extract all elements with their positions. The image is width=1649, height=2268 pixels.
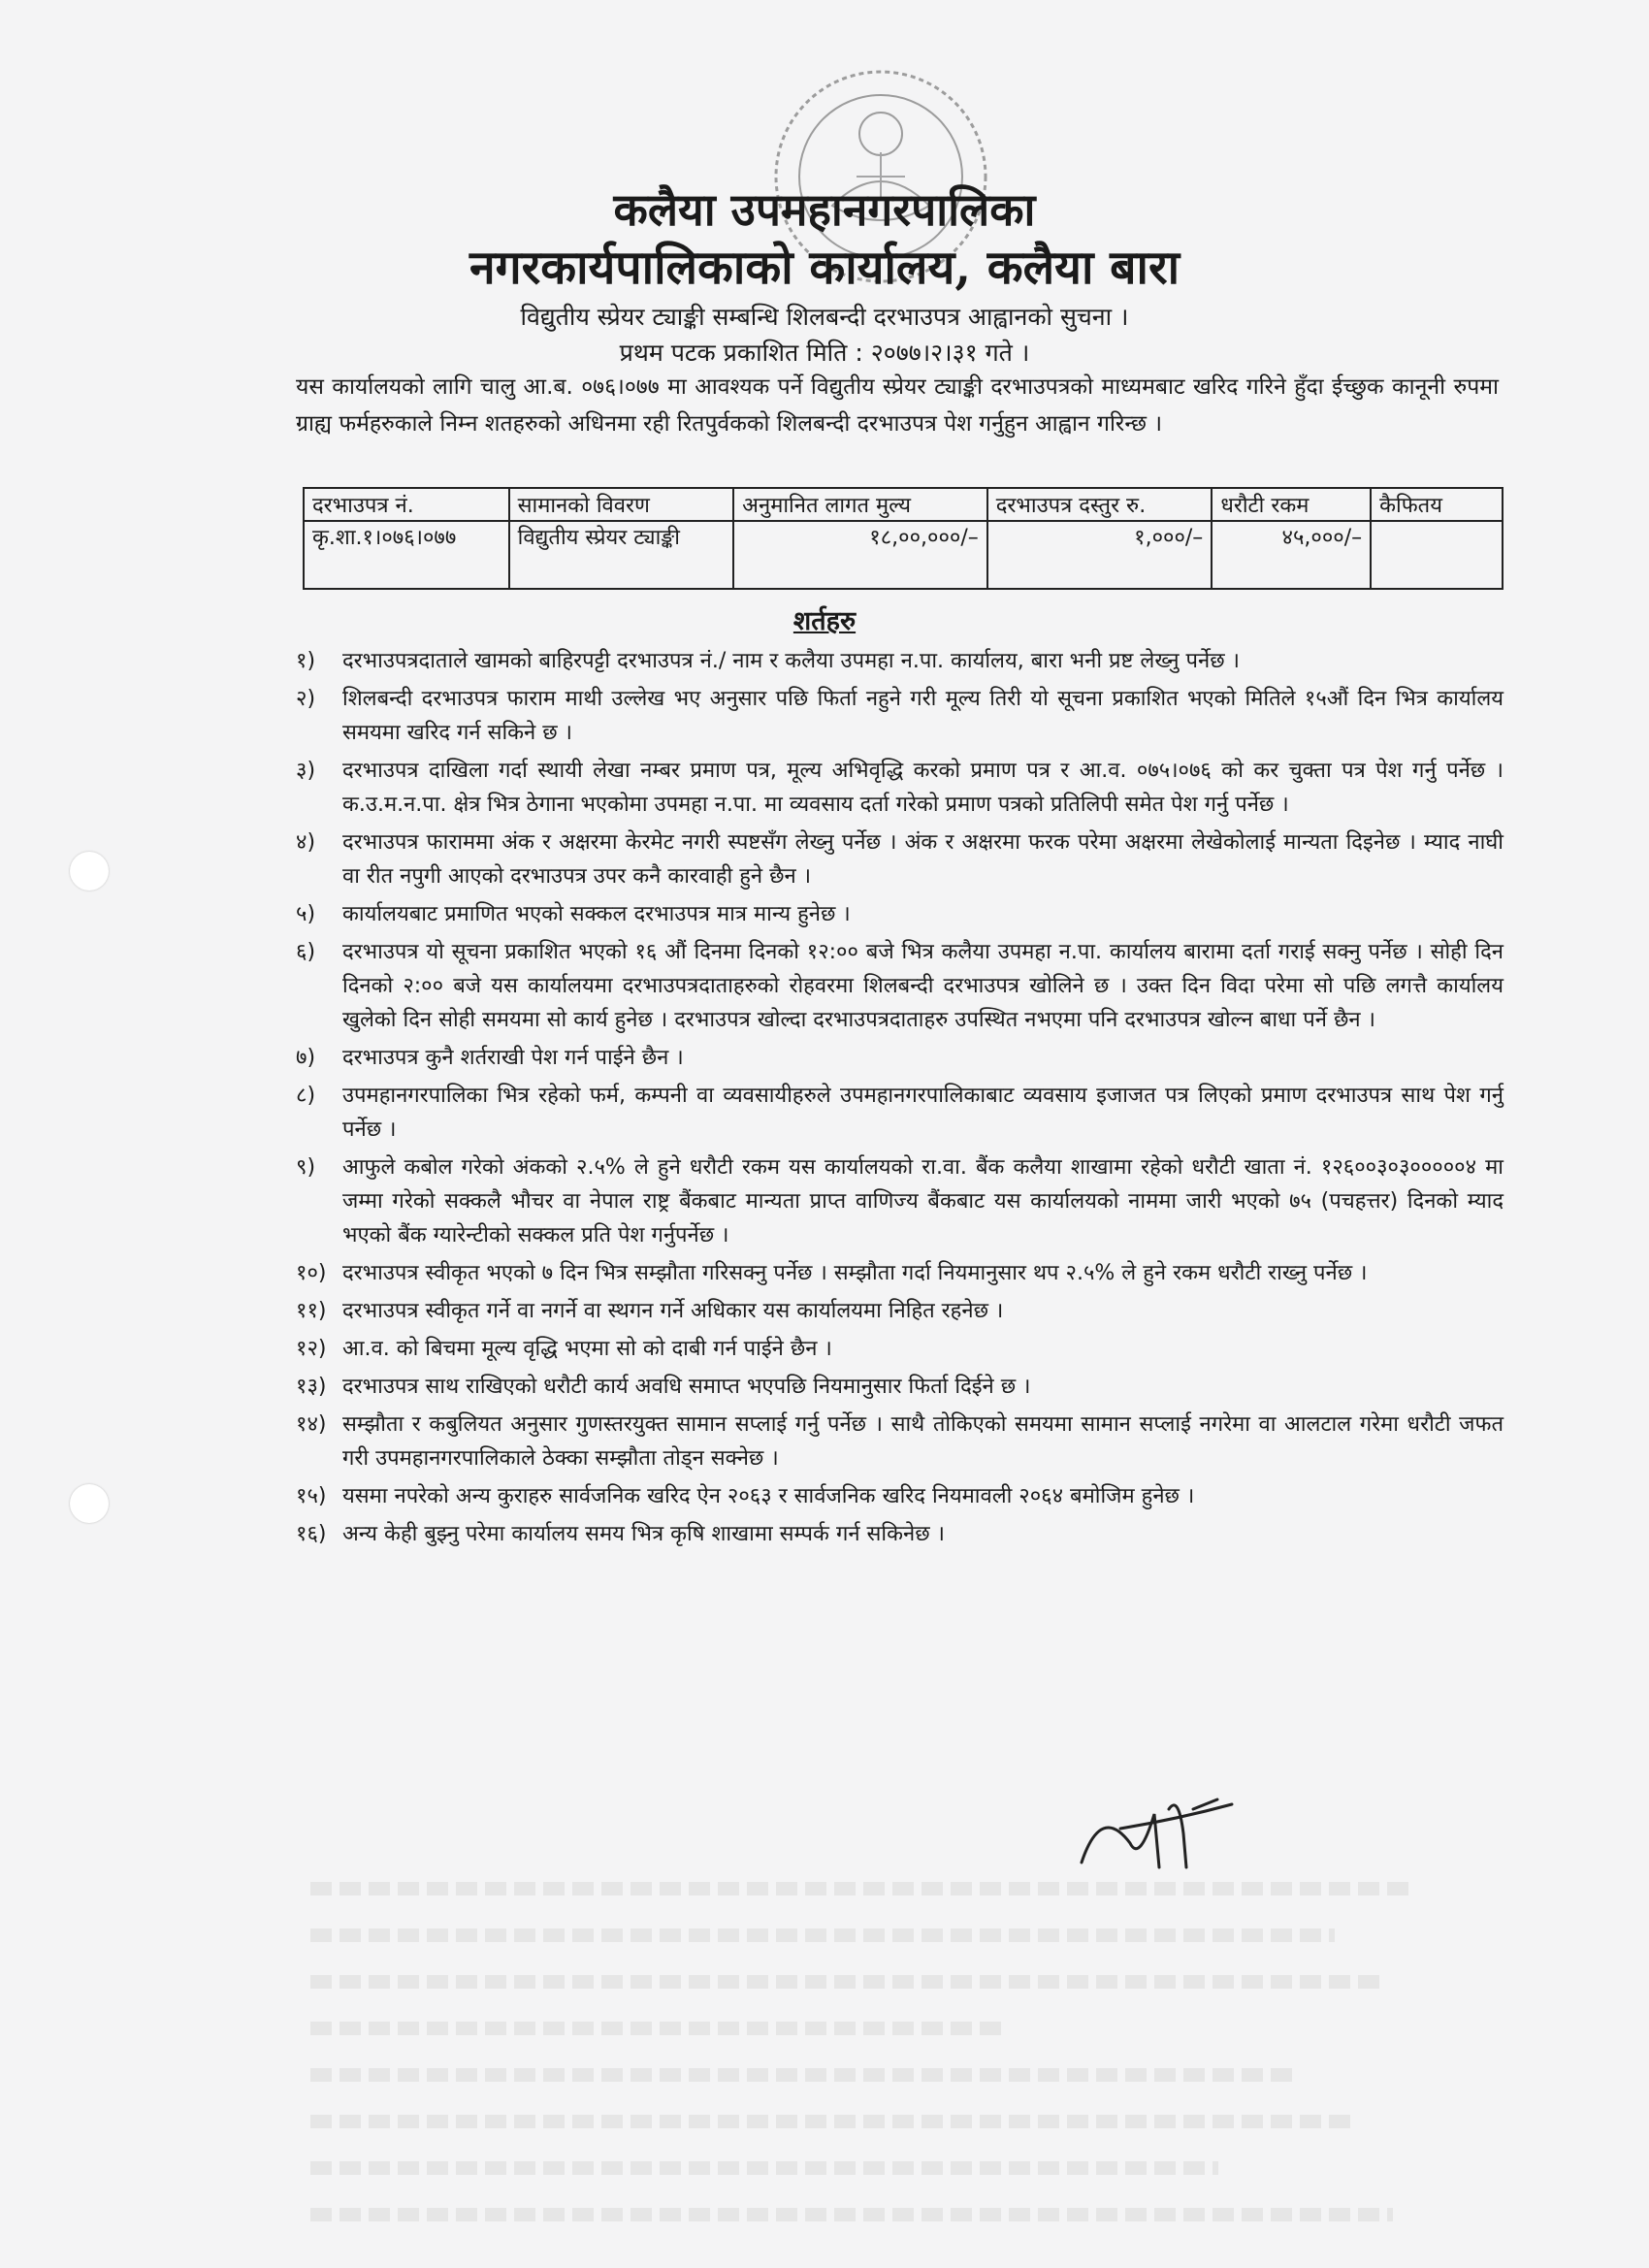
- term-number: ९): [296, 1155, 316, 1180]
- term-text: दरभाउपत्रदाताले खामको बाहिरपट्टी दरभाउपत्र नं./ नाम र कलैया उपमहा न.पा. कार्यालय, बारा भनी प्रष्ट लेख्नु पर्नेछ ।: [342, 649, 1240, 673]
- term-item: [296, 1517, 1504, 1551]
- term-number: ७): [296, 1046, 316, 1070]
- tender-table: [303, 487, 1504, 590]
- term-number: २): [296, 687, 316, 711]
- cell-tender-number: कृ.शा.१।०७६।०७७: [304, 521, 509, 589]
- notice-title: विद्युतीय स्प्रेयर ट्याङ्की सम्बन्धि शिलबन्दी दरभाउपत्र आह्वानको सुचना ।: [520, 303, 1129, 331]
- term-number: १०): [296, 1261, 327, 1285]
- col-estimated-cost: अनुमानित लागत मुल्य: [733, 488, 987, 521]
- term-number: १६): [296, 1522, 327, 1546]
- term-number: १): [296, 649, 316, 673]
- cell-remarks: [1371, 521, 1503, 589]
- term-text: दरभाउपत्र फाराममा अंक र अक्षरमा केरमेट नगरी स्पष्टसँग लेख्नु पर्नेछ । अंक र अक्षरमा फरक परेमा अक्षरमा लेखेकोलाई मान्यता दिइनेछ । म्याद नाघी वा रीत नपुगी आएको दरभाउपत्र उपर कनै कारवाही हुने छैन ।: [342, 830, 1504, 889]
- cell-tender-fee: १,०००/–: [987, 521, 1212, 589]
- term-text: दरभाउपत्र दाखिला गर्दा स्थायी लेखा नम्बर प्रमाण पत्र, मूल्य अभिवृद्धि करको प्रमाण पत्र र आ.व. ०७५।०७६ को कर चुक्ता पत्र पेश गर्नु पर्नेछ । क.उ.म.न.पा. क्षेत्र भित्र ठेगाना भएकोमा उपमहा न.पा. मा व्यवसाय दर्ता गरेको प्रमाण पत्रको प्रतिलिपी समेत पेश गर्नु पर्नेछ ।: [342, 759, 1504, 817]
- term-number: ३): [296, 759, 316, 783]
- term-number: १५): [296, 1484, 327, 1508]
- term-number: १३): [296, 1375, 327, 1399]
- term-number: ५): [296, 902, 316, 926]
- office-name: नगरकार्यपालिकाको कार्यालय, कलैया बारा: [469, 241, 1180, 295]
- term-text: सम्झौता र कबुलियत अनुसार गुणस्तरयुक्त सामान सप्लाई गर्नु पर्नेछ । साथै तोकिएको समयमा सामान सप्लाई नगरेमा वा आलटाल गरेमा धरौटी जफत गरी उपमहानगरपालिकाले ठेक्का सम्झौता तोड्न सक्नेछ ।: [342, 1412, 1504, 1471]
- term-item: [296, 1150, 1504, 1252]
- term-text: शिलबन्दी दरभाउपत्र फाराम माथी उल्लेख भए अनुसार पछि फिर्ता नहुने गरी मूल्य तिरी यो सूचना प्रकाशित भएको मितिले १५औं दिन भित्र कार्यालय समयमा खरिद गर्न सकिने छ ।: [342, 687, 1504, 745]
- term-item: [296, 1332, 1504, 1366]
- term-text: आ.व. को बिचमा मूल्य वृद्धि भएमा सो को दाबी गर्न पाईने छैन ।: [342, 1337, 832, 1361]
- term-number: ८): [296, 1084, 316, 1108]
- publication-date: प्रथम पटक प्रकाशित मिति : २०७७।२।३१ गते ।: [619, 339, 1030, 367]
- cell-deposit-amount: ४५,०००/–: [1212, 521, 1371, 589]
- term-item: [296, 1294, 1504, 1328]
- term-text: उपमहानगरपालिका भित्र रहेको फर्म, कम्पनी वा व्यवसायीहरुले उपमहानगरपालिकाबाट व्यवसाय इजाजत पत्र लिएको प्रमाण दरभाउपत्र साथ पेश गर्नु पर्नेछ ।: [342, 1084, 1504, 1142]
- notice-header: [0, 182, 1649, 371]
- terms-list: [296, 644, 1504, 1555]
- col-deposit-amount: धरौटी रकम: [1212, 488, 1371, 521]
- cell-item-description: विद्युतीय स्प्रेयर ट्याङ्की: [509, 521, 734, 589]
- municipality-name: कलैया उपमहानगरपालिका: [613, 183, 1036, 236]
- bleed-through-text: [310, 1882, 1474, 2254]
- term-text: दरभाउपत्र स्वीकृत भएको ७ दिन भित्र सम्झौता गरिसक्नु पर्नेछ । सम्झौता गर्दा नियमानुसार थप २.५% ले हुने रकम धरौटी राख्नु पर्नेछ ।: [342, 1261, 1368, 1285]
- punch-hole: [70, 852, 109, 891]
- intro-paragraph: यस कार्यालयको लागि चालु आ.ब. ०७६।०७७ मा आवश्यक पर्ने विद्युतीय स्प्रेयर ट्याङ्की दरभाउपत्रको माध्यमबाट खरिद गरिने हुँदा ईच्छुक कानूनी रुपमा ग्राह्य फर्महरुकाले निम्न शतहरुको अधिनमा रही रितपुर्वकको शिलबन्दी दरभाउपत्र पेश गर्नुहुन आह्वान गरिन्छ ।: [296, 374, 1499, 437]
- term-item: [296, 1256, 1504, 1290]
- term-number: १२): [296, 1337, 327, 1361]
- term-number: १४): [296, 1412, 327, 1437]
- col-tender-number: दरभाउपत्र नं.: [304, 488, 509, 521]
- table-row: [304, 521, 1503, 589]
- signature-icon: [1062, 1775, 1246, 1887]
- term-item: [296, 935, 1504, 1037]
- term-item: [296, 826, 1504, 893]
- term-text: दरभाउपत्र यो सूचना प्रकाशित भएको १६ औं दिनमा दिनको १२:०० बजे भित्र कलैया उपमहा न.पा. कार्यालय बारामा दर्ता गराई सक्नु पर्नेछ । सोही दिन दिनको २:०० बजे यस कार्यालयमा दरभाउपत्रदाताहरुको रोहवरमा शिलबन्दी दरभाउपत्र खोलिने छ । उक्त दिन विदा परेमा सो पछि लगत्तै कार्यालय खुलेको दिन सोही समयमा सो कार्य हुनेछ । दरभाउपत्र खोल्दा दरभाउपत्रदाताहरु उपस्थित नभएमा पनि दरभाउपत्र खोल्न बाधा पर्ने छैन ।: [342, 940, 1504, 1032]
- term-item: [296, 1370, 1504, 1404]
- col-remarks: कैफितय: [1371, 488, 1503, 521]
- term-text: यसमा नपरेको अन्य कुराहरु सार्वजनिक खरिद ऐन २०६३ र सार्वजनिक खरिद नियमावली २०६४ बमोजिम हुनेछ ।: [342, 1484, 1195, 1508]
- terms-heading: शर्तहरु: [792, 606, 857, 636]
- term-item: [296, 682, 1504, 750]
- term-item: [296, 754, 1504, 822]
- term-item: [296, 1079, 1504, 1147]
- term-item: [296, 1408, 1504, 1475]
- cell-estimated-cost: १८,००,०००/–: [733, 521, 987, 589]
- term-number: ६): [296, 940, 316, 964]
- term-text: दरभाउपत्र कुनै शर्तराखी पेश गर्न पाईने छैन ।: [342, 1046, 684, 1070]
- term-text: दरभाउपत्र स्वीकृत गर्ने वा नगर्ने वा स्थगन गर्ने अधिकार यस कार्यालयमा निहित रहनेछ ।: [342, 1299, 1004, 1323]
- term-item: [296, 1479, 1504, 1513]
- term-item: [296, 644, 1504, 678]
- punch-hole: [70, 1484, 109, 1523]
- col-tender-fee: दरभाउपत्र दस्तुर रु.: [987, 488, 1212, 521]
- term-text: आफुले कबोल गरेको अंकको २.५% ले हुने धरौटी रकम यस कार्यालयको रा.वा. बैंक कलैया शाखामा रहेको धरौटी खाता नं. १२६००३०३०००००४ मा जम्मा गरेको सक्कलै भौचर वा नेपाल राष्ट्र बैंकबाट मान्यता प्राप्त वाणिज्य बैंकबाट यस कार्यालयको नाममा जारी भएको ७५ (पचहत्तर) दिनको म्याद भएको बैंक ग्यारेन्टीको सक्कल प्रति पेश गर्नुपर्नेछ ।: [342, 1155, 1504, 1247]
- term-item: [296, 897, 1504, 931]
- term-text: अन्य केही बुझ्नु परेमा कार्यालय समय भित्र कृषि शाखामा सम्पर्क गर्न सकिनेछ ।: [342, 1522, 945, 1546]
- term-number: ११): [296, 1299, 327, 1323]
- term-item: [296, 1041, 1504, 1075]
- term-text: कार्यालयबाट प्रमाणित भएको सक्कल दरभाउपत्र मात्र मान्य हुनेछ ।: [342, 902, 851, 926]
- table-header-row: [304, 488, 1503, 521]
- col-item-description: सामानको विवरण: [509, 488, 734, 521]
- term-number: ४): [296, 830, 316, 855]
- term-text: दरभाउपत्र साथ राखिएको धरौटी कार्य अवधि समाप्त भएपछि नियमानुसार फिर्ता दिईने छ ।: [342, 1375, 1031, 1399]
